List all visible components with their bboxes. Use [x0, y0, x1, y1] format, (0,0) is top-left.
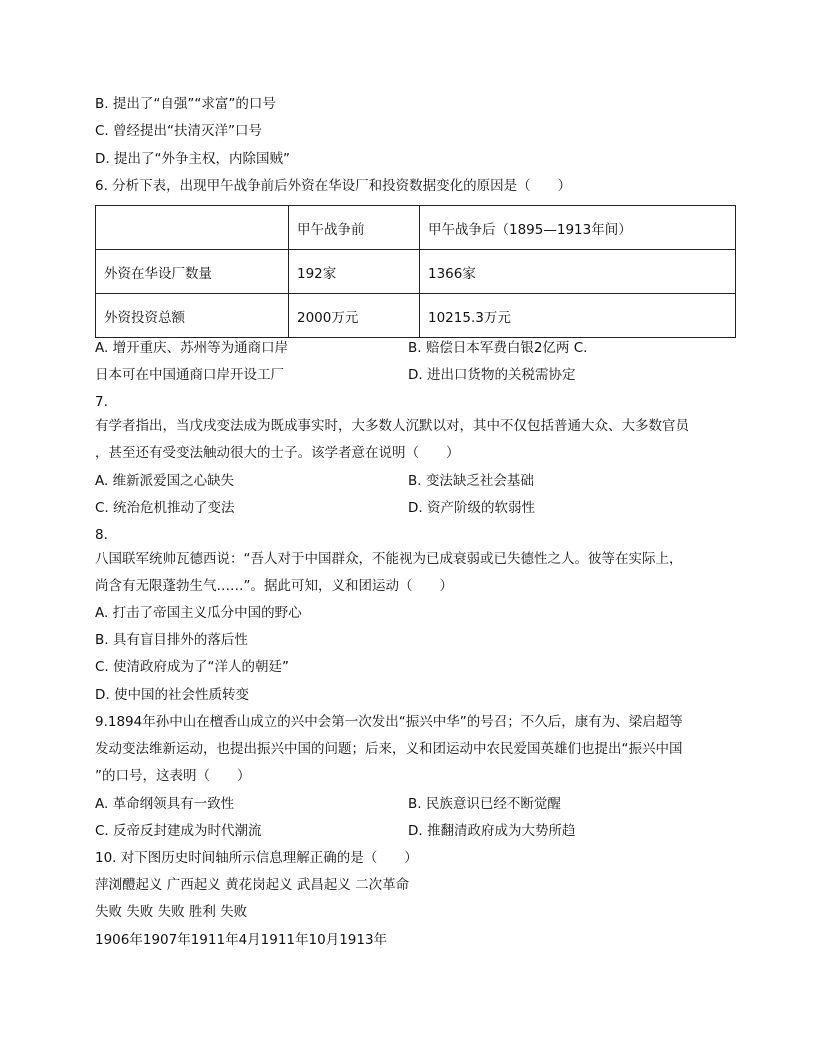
- q7-number: 7.: [95, 394, 108, 410]
- table-cell: 1366家: [420, 250, 736, 294]
- q6-option-a: A. 增开重庆、苏州等为通商口岸: [95, 340, 289, 356]
- q6-data-table: [95, 205, 736, 338]
- q7-stem-line-1: 有学者指出，当戊戌变法成为既成事实时，大多数人沉默以对，其中不仅包括普通大众、大多数官员: [95, 418, 689, 434]
- q9-stem-line-2: 发动变法维新运动，也提出振兴中国的问题；后来，义和团运动中农民爱国英雄们也提出“振兴中国: [95, 741, 683, 757]
- q9-option-b: B. 民族意识已经不断觉醒: [408, 796, 561, 812]
- q6-option-b: B. 赔偿日本军费白银2亿两 C.: [408, 340, 588, 356]
- q7-option-a: A. 维新派爱国之心缺失: [95, 473, 235, 489]
- q10-stem: 10. 对下图历史时间轴所示信息理解正确的是（ ）: [95, 850, 418, 866]
- table-cell: 10215.3万元: [420, 294, 736, 338]
- table-cell: 2000万元: [289, 294, 420, 338]
- table-header-row: [96, 206, 736, 250]
- q5-option-c: C. 曾经提出“扶清灭洋”口号: [95, 123, 262, 139]
- table-row: [96, 294, 736, 338]
- table-cell: 外资在华设厂数量: [96, 250, 289, 294]
- q5-option-b: B. 提出了“自强”“求富”的口号: [95, 96, 276, 112]
- q7-stem-line-2: ，甚至还有受变法触动很大的士子。该学者意在说明（ ）: [95, 445, 460, 461]
- q9-stem-line-3: ”的口号，这表明（ ）: [95, 768, 251, 784]
- q8-option-d: D. 使中国的社会性质转变: [95, 687, 249, 703]
- q7-option-b: B. 变法缺乏社会基础: [408, 473, 534, 489]
- q10-timeline-results: 失败 失败 失败 胜利 失败: [95, 904, 248, 920]
- table-header-cell: 甲午战争后（1895—1913年间）: [420, 206, 736, 250]
- table-header-cell: [96, 206, 289, 250]
- q9-stem-line-1: 9.1894年孙中山在檀香山成立的兴中会第一次发出“振兴中华”的号召；不久后，康有为、梁启超等: [95, 714, 683, 730]
- q8-option-b: B. 具有盲目排外的落后性: [95, 632, 248, 648]
- q8-stem-line-2: 尚含有无限蓬勃生气……”。据此可知，义和团运动（ ）: [95, 578, 453, 594]
- q10-timeline-events: 萍浏醴起义 广西起义 黄花岗起义 武昌起义 二次革命: [95, 877, 410, 893]
- q8-number: 8.: [95, 527, 108, 543]
- table-header-cell: 甲午战争前: [289, 206, 420, 250]
- q9-option-a: A. 革命纲领具有一致性: [95, 796, 235, 812]
- q9-option-c: C. 反帝反封建成为时代潮流: [95, 823, 262, 839]
- q7-option-c: C. 统治危机推动了变法: [95, 500, 235, 516]
- q10-timeline-dates: 1906年1907年1911年4月1911年10月1913年: [95, 932, 388, 948]
- q6-option-d: D. 进出口货物的关税需协定: [408, 367, 576, 383]
- table-cell: 外资投资总额: [96, 294, 289, 338]
- q6-option-c: 日本可在中国通商口岸开设工厂: [95, 367, 284, 383]
- table-row: [96, 250, 736, 294]
- q7-option-d: D. 资产阶级的软弱性: [408, 500, 535, 516]
- q9-option-d: D. 推翻清政府成为大势所趋: [408, 823, 576, 839]
- q6-stem: 6. 分析下表，出现甲午战争前后外资在华设厂和投资数据变化的原因是（ ）: [95, 178, 572, 194]
- q8-option-c: C. 使清政府成为了“洋人的朝廷”: [95, 659, 289, 675]
- q8-option-a: A. 打击了帝国主义瓜分中国的野心: [95, 605, 302, 621]
- q5-option-d: D. 提出了“外争主权，内除国贼”: [95, 151, 290, 167]
- table-cell: 192家: [289, 250, 420, 294]
- q8-stem-line-1: 八国联军统帅瓦德西说：“吾人对于中国群众，不能视为已成衰弱或已失德性之人。彼等在实际上，: [95, 551, 683, 567]
